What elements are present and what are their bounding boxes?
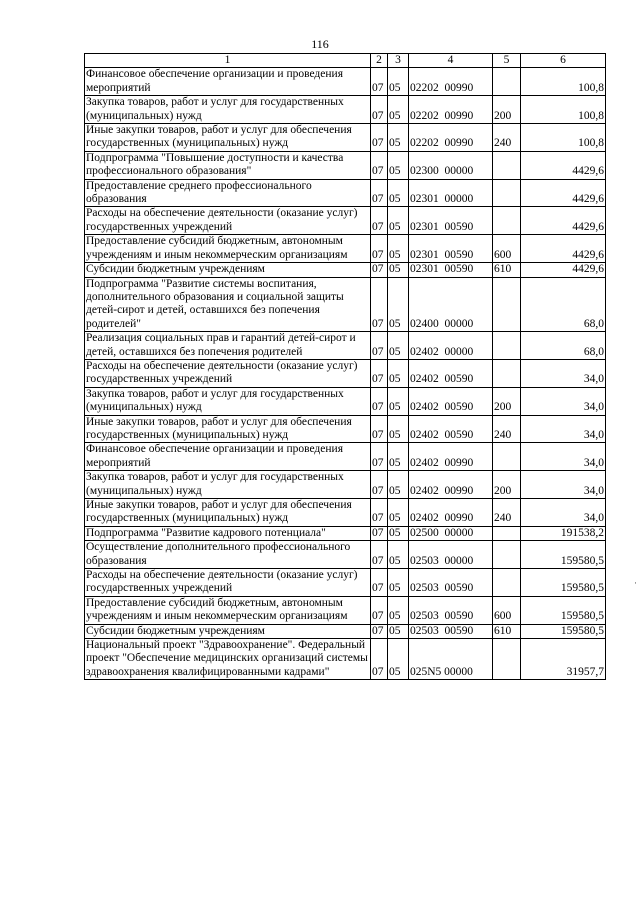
table-row	[85, 415, 606, 443]
expense-type-cell	[493, 151, 521, 179]
table-body	[85, 68, 606, 680]
section-code-cell: 07	[371, 526, 388, 540]
table-row	[85, 499, 606, 527]
expense-type-cell	[493, 443, 521, 471]
amount-cell: 4429,6	[521, 207, 606, 235]
expense-type-cell	[493, 526, 521, 540]
subsection-code-cell: 05	[388, 235, 409, 263]
subsection-code-cell: 05	[388, 359, 409, 387]
table-row	[85, 541, 606, 569]
section-code-cell: 07	[371, 179, 388, 207]
subsection-code-cell: 05	[388, 596, 409, 624]
table-row	[85, 179, 606, 207]
subsection-code-cell: 05	[388, 569, 409, 597]
target-item-cell: 02503 00590	[409, 569, 493, 597]
target-item-cell: 02402 00990	[409, 471, 493, 499]
target-item-cell: 02301 00590	[409, 263, 493, 277]
amount-cell: 159580,5	[521, 541, 606, 569]
subsection-code-cell: 05	[388, 415, 409, 443]
section-code-cell: 07	[371, 96, 388, 124]
amount-cell: 34,0	[521, 443, 606, 471]
expense-type-cell	[493, 68, 521, 96]
amount-cell: 100,8	[521, 124, 606, 152]
table-row	[85, 569, 606, 597]
column-number-5: 5	[493, 54, 521, 68]
amount-cell: 31957,7	[521, 639, 606, 680]
target-item-cell: 02402 00990	[409, 499, 493, 527]
amount-cell: 4429,6	[521, 151, 606, 179]
amount-cell: 100,8	[521, 68, 606, 96]
row-name-cell: Закупка товаров, работ и услуг для государственных (муниципальных) нужд	[85, 471, 371, 499]
section-code-cell: 07	[371, 639, 388, 680]
row-name-cell: Предоставление среднего профессионального образования	[85, 179, 371, 207]
target-item-cell: 02500 00000	[409, 526, 493, 540]
row-name-cell: Осуществление дополнительного профессионального образования	[85, 541, 371, 569]
table-row	[85, 68, 606, 96]
section-code-cell: 07	[371, 624, 388, 638]
amount-cell: 34,0	[521, 499, 606, 527]
expense-type-cell: 600	[493, 596, 521, 624]
table-row	[85, 332, 606, 360]
row-name-cell: Финансовое обеспечение организации и проведения мероприятий	[85, 68, 371, 96]
subsection-code-cell: 05	[388, 541, 409, 569]
table-row	[85, 639, 606, 680]
section-code-cell: 07	[371, 207, 388, 235]
amount-cell: 68,0	[521, 332, 606, 360]
section-code-cell: 07	[371, 277, 388, 332]
target-item-cell: 02402 00590	[409, 359, 493, 387]
subsection-code-cell: 05	[388, 124, 409, 152]
column-number-2: 2	[371, 54, 388, 68]
section-code-cell: 07	[371, 359, 388, 387]
subsection-code-cell: 05	[388, 387, 409, 415]
amount-cell: 4429,6	[521, 263, 606, 277]
amount-cell: 159580,5	[521, 569, 606, 597]
table-row	[85, 207, 606, 235]
target-item-cell: 02202 00990	[409, 68, 493, 96]
subsection-code-cell: 05	[388, 151, 409, 179]
expense-type-cell	[493, 541, 521, 569]
target-item-cell: 02503 00590	[409, 624, 493, 638]
column-number-6: 6	[521, 54, 606, 68]
column-number-row	[85, 54, 606, 68]
target-item-cell: 02300 00000	[409, 151, 493, 179]
target-item-cell: 02503 00590	[409, 596, 493, 624]
section-code-cell: 07	[371, 151, 388, 179]
table-row	[85, 124, 606, 152]
row-name-cell: Расходы на обеспечение деятельности (оказание услуг) государственных учреждений	[85, 359, 371, 387]
column-number-1: 1	[85, 54, 371, 68]
amount-cell: 4429,6	[521, 179, 606, 207]
table-row	[85, 277, 606, 332]
subsection-code-cell: 05	[388, 624, 409, 638]
subsection-code-cell: 05	[388, 179, 409, 207]
amount-cell: 191538,2	[521, 526, 606, 540]
row-name-cell: Иные закупки товаров, работ и услуг для обеспечения государственных (муниципальных) нужд	[85, 499, 371, 527]
table-row	[85, 443, 606, 471]
row-name-cell: Расходы на обеспечение деятельности (оказание услуг) государственных учреждений	[85, 569, 371, 597]
expense-type-cell: 240	[493, 499, 521, 527]
row-name-cell: Реализация социальных прав и гарантий детей-сирот и детей, оставшихся без попечения родителей	[85, 332, 371, 360]
expense-type-cell: 200	[493, 387, 521, 415]
amount-cell: 34,0	[521, 387, 606, 415]
target-item-cell: 02202 00990	[409, 124, 493, 152]
row-name-cell: Субсидии бюджетным учреждениям	[85, 624, 371, 638]
target-item-cell: 02402 00590	[409, 387, 493, 415]
amount-cell: 34,0	[521, 471, 606, 499]
amount-cell: 34,0	[521, 359, 606, 387]
row-name-cell: Иные закупки товаров, работ и услуг для обеспечения государственных (муниципальных) нужд	[85, 124, 371, 152]
amount-cell: 4429,6	[521, 235, 606, 263]
target-item-cell: 02402 00000	[409, 332, 493, 360]
section-code-cell: 07	[371, 443, 388, 471]
expense-type-cell	[493, 277, 521, 332]
table-row	[85, 471, 606, 499]
subsection-code-cell: 05	[388, 207, 409, 235]
amount-cell: 100,8	[521, 96, 606, 124]
section-code-cell: 07	[371, 596, 388, 624]
section-code-cell: 07	[371, 332, 388, 360]
table-row	[85, 526, 606, 540]
expense-type-cell: 610	[493, 624, 521, 638]
row-name-cell: Предоставление субсидий бюджетным, автономным учреждениям и иным некоммерческим организациям	[85, 235, 371, 263]
section-code-cell: 07	[371, 235, 388, 263]
amount-cell: 68,0	[521, 277, 606, 332]
subsection-code-cell: 05	[388, 639, 409, 680]
section-code-cell: 07	[371, 541, 388, 569]
subsection-code-cell: 05	[388, 499, 409, 527]
column-number-4: 4	[409, 54, 493, 68]
section-code-cell: 07	[371, 387, 388, 415]
page-number: 116	[311, 37, 329, 51]
target-item-cell: 02301 00590	[409, 235, 493, 263]
row-name-cell: Подпрограмма "Развитие системы воспитания, дополнительного образования и социальной защиты детей-сирот и детей, оставшихся без попечения родителей"	[85, 277, 371, 332]
target-item-cell: 02301 00590	[409, 207, 493, 235]
subsection-code-cell: 05	[388, 526, 409, 540]
expense-type-cell	[493, 207, 521, 235]
expense-type-cell	[493, 332, 521, 360]
section-code-cell: 07	[371, 499, 388, 527]
subsection-code-cell: 05	[388, 332, 409, 360]
table-row	[85, 235, 606, 263]
target-item-cell: 02503 00000	[409, 541, 493, 569]
row-name-cell: Финансовое обеспечение организации и проведения мероприятий	[85, 443, 371, 471]
expense-type-cell: 610	[493, 263, 521, 277]
expense-type-cell	[493, 359, 521, 387]
target-item-cell: 025N5 00000	[409, 639, 493, 680]
amount-cell: 159580,5	[521, 624, 606, 638]
target-item-cell: 02402 00590	[409, 415, 493, 443]
row-name-cell: Субсидии бюджетным учреждениям	[85, 263, 371, 277]
table-row	[85, 263, 606, 277]
row-name-cell: Предоставление субсидий бюджетным, автономным учреждениям и иным некоммерческим организациям	[85, 596, 371, 624]
row-name-cell: Подпрограмма "Повышение доступности и качества профессионального образования"	[85, 151, 371, 179]
expense-type-cell	[493, 569, 521, 597]
table-row	[85, 96, 606, 124]
amount-cell: 159580,5	[521, 596, 606, 624]
section-code-cell: 07	[371, 124, 388, 152]
section-code-cell: 07	[371, 569, 388, 597]
section-code-cell: 07	[371, 68, 388, 96]
expense-type-cell: 240	[493, 124, 521, 152]
subsection-code-cell: 05	[388, 443, 409, 471]
row-name-cell: Расходы на обеспечение деятельности (оказание услуг) государственных учреждений	[85, 207, 371, 235]
target-item-cell: 02400 00000	[409, 277, 493, 332]
row-name-cell: Национальный проект "Здравоохранение". Федеральный проект "Обеспечение медицинских организаций системы здравоохранения квалифицированными кадрами"	[85, 639, 371, 680]
target-item-cell: 02202 00990	[409, 96, 493, 124]
expense-type-cell: 600	[493, 235, 521, 263]
table-row	[85, 624, 606, 638]
expense-type-cell: 200	[493, 471, 521, 499]
table-row	[85, 596, 606, 624]
subsection-code-cell: 05	[388, 96, 409, 124]
edge-mark: ·	[634, 578, 637, 588]
expense-type-cell	[493, 639, 521, 680]
section-code-cell: 07	[371, 415, 388, 443]
target-item-cell: 02301 00000	[409, 179, 493, 207]
table-row	[85, 359, 606, 387]
subsection-code-cell: 05	[388, 263, 409, 277]
budget-table	[84, 53, 606, 680]
section-code-cell: 07	[371, 263, 388, 277]
expense-type-cell: 240	[493, 415, 521, 443]
table-row	[85, 387, 606, 415]
column-number-3: 3	[388, 54, 409, 68]
table-row	[85, 151, 606, 179]
amount-cell: 34,0	[521, 415, 606, 443]
target-item-cell: 02402 00990	[409, 443, 493, 471]
row-name-cell: Закупка товаров, работ и услуг для государственных (муниципальных) нужд	[85, 387, 371, 415]
subsection-code-cell: 05	[388, 471, 409, 499]
row-name-cell: Иные закупки товаров, работ и услуг для обеспечения государственных (муниципальных) нужд	[85, 415, 371, 443]
subsection-code-cell: 05	[388, 277, 409, 332]
subsection-code-cell: 05	[388, 68, 409, 96]
expense-type-cell: 200	[493, 96, 521, 124]
row-name-cell: Закупка товаров, работ и услуг для государственных (муниципальных) нужд	[85, 96, 371, 124]
expense-type-cell	[493, 179, 521, 207]
section-code-cell: 07	[371, 471, 388, 499]
row-name-cell: Подпрограмма "Развитие кадрового потенциала"	[85, 526, 371, 540]
